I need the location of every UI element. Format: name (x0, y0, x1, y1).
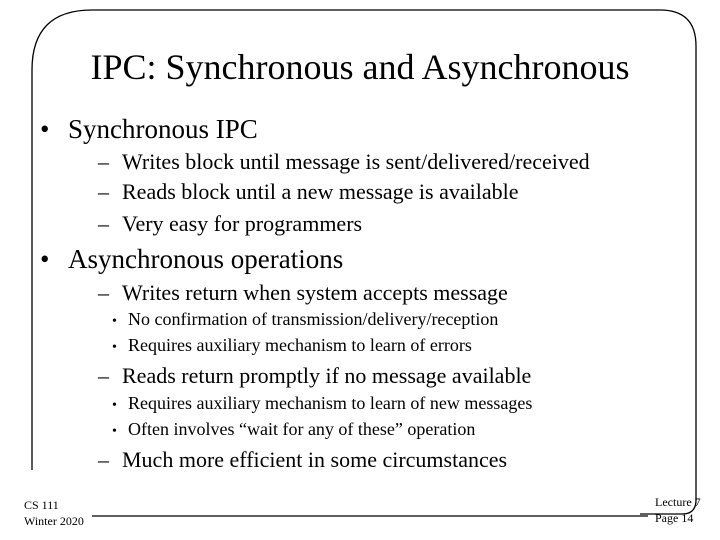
small-bullet-marker: • (112, 314, 117, 329)
subbullet-much-more-efficient (98, 446, 507, 474)
small-bullet-marker: • (112, 340, 117, 355)
subsub-requires-errors (112, 333, 472, 360)
subbullet-text: Writes return when system accepts message (122, 280, 508, 305)
dash-marker: – (98, 447, 109, 472)
bullet-text: Synchronous IPC (68, 114, 258, 144)
subsub-text: Often involves “wait for any of these” operation (128, 419, 476, 439)
subbullet-reads-return (98, 362, 531, 390)
dash-marker: – (98, 211, 109, 236)
bullet-asynchronous-operations (40, 243, 343, 275)
dash-marker: – (98, 280, 109, 305)
subbullet-text: Much more efficient in some circumstances (122, 447, 508, 472)
small-bullet-marker: • (112, 398, 117, 413)
subsub-text: Requires auxiliary mechanism to learn of errors (128, 335, 472, 355)
dash-marker: – (98, 149, 109, 174)
subbullet-writes-return (98, 279, 508, 307)
subsub-requires-new-messages (112, 391, 532, 418)
footer-term: Winter 2020 (24, 514, 84, 528)
subsub-text: Requires auxiliary mechanism to learn of new messages (128, 393, 533, 413)
subbullet-very-easy (98, 210, 362, 238)
footer-lecture: Lecture 7 (655, 495, 701, 509)
dash-marker: – (98, 179, 109, 204)
footer-course-info (24, 497, 84, 529)
bullet-marker: • (40, 114, 50, 144)
subbullet-text: Very easy for programmers (122, 211, 363, 236)
subbullet-text: Writes block until message is sent/delivered/received (122, 149, 590, 174)
bullet-text: Asynchronous operations (68, 244, 344, 274)
small-bullet-marker: • (112, 424, 117, 439)
dash-marker: – (98, 363, 109, 388)
subsub-text: No confirmation of transmission/delivery/reception (128, 309, 499, 329)
footer-lecture-info (655, 494, 701, 526)
subbullet-reads-block (98, 178, 519, 206)
subbullet-writes-block (98, 148, 590, 176)
slide-title: IPC: Synchronous and Asynchronous (90, 47, 630, 87)
subbullet-text: Reads block until a new message is available (122, 179, 519, 204)
bullet-synchronous-ipc (40, 113, 258, 145)
bullet-marker: • (40, 244, 50, 274)
subbullet-text: Reads return promptly if no message available (122, 363, 532, 388)
subsub-no-confirmation (112, 307, 498, 334)
subsub-wait-for-any (112, 417, 475, 444)
footer-page: Page 14 (655, 511, 694, 525)
footer-course: CS 111 (24, 498, 59, 512)
